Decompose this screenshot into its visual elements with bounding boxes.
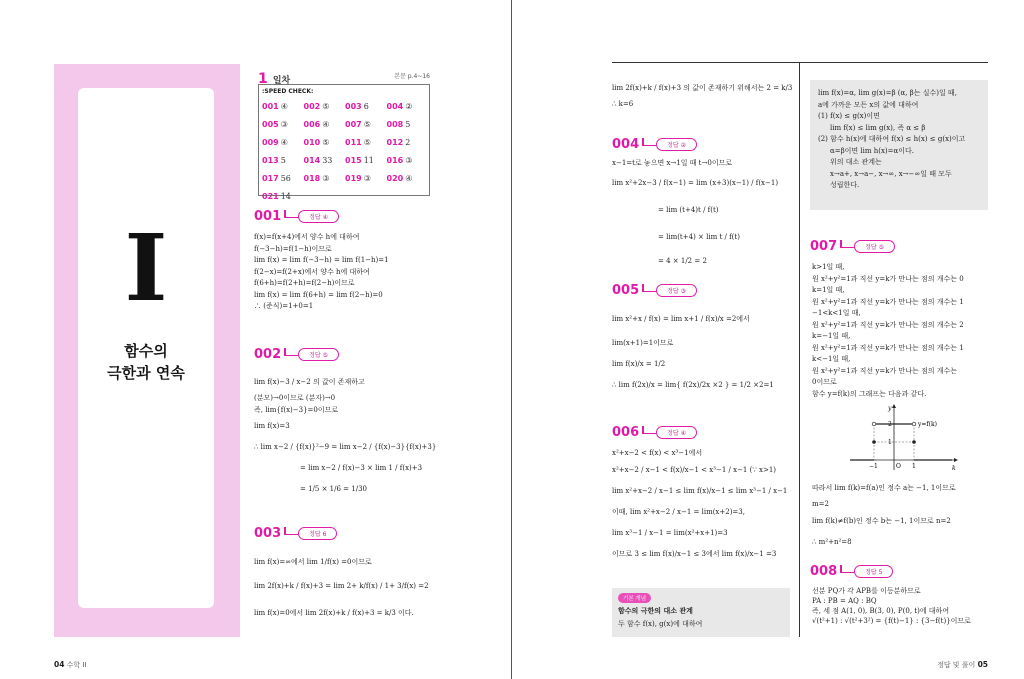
x-tick-label: −1 [869, 463, 878, 470]
reference-line: 위의 대소 관계는 [830, 158, 882, 166]
concept-box [612, 588, 790, 637]
speed-check-item [262, 173, 304, 185]
chapter-number: I [124, 214, 168, 322]
speed-check-number: 011 [345, 138, 362, 147]
solution-line: lim x²+2x−3 / f(x−1) = lim (x+3)(x−1) / f(x−1) [612, 178, 779, 187]
header-connector [840, 240, 854, 248]
speed-check-number: 017 [262, 174, 279, 183]
step-function-graph [848, 402, 960, 474]
solution-line: 0이므로 [812, 378, 837, 386]
speed-check-answer: ⑤ [322, 102, 330, 111]
solution-line: f(−3−h)=f(1−h)이므로 [254, 244, 332, 253]
solution-line: 즉, lim{f(x)−3}=0이므로 [254, 405, 339, 414]
solution-line: lim 2f(x)+k / f(x)+3 의 값이 존재하기 위해서는 2 = k/3 [612, 84, 793, 92]
header-connector [840, 565, 854, 573]
solution-line: −1<k<1일 때, [812, 309, 861, 317]
speed-check-answer: ④ [280, 102, 288, 111]
curve-label: y=f(k) [918, 421, 937, 428]
problem-number: 004 [612, 136, 640, 152]
speed-check-answer: 2 [405, 138, 411, 147]
speed-check-answer: 5 [405, 120, 411, 129]
speed-check-item [262, 155, 304, 167]
problem-006-solution [612, 448, 787, 565]
solution-line: 이때, lim x²+x−2 / x−1 = lim(x+2)=3, [612, 507, 745, 516]
solution-line: lim 2f(x)+k / f(x)+3 = lim 2+ k/f(x) / 1+ 3/f(x) =2 [254, 582, 429, 590]
answer-badge: 정답 ⑤ [854, 240, 895, 253]
solution-line: f(6+h)=f(2+h)=f(2−h)이므로 [254, 279, 355, 287]
reference-line: a에 가까운 모든 x의 값에 대하여 [818, 100, 919, 109]
problem-001-solution [254, 232, 389, 313]
solution-line: f(x)=f(x+4)에서 양수 h에 대하여 [254, 233, 360, 241]
problem-number: 006 [612, 424, 640, 440]
solution-line: lim x²+x / f(x) = lim x+1 / f(x)/x =2에서 [612, 315, 750, 323]
problem-007-solution [812, 262, 964, 400]
solution-line: (분모)→0이므로 (분자)→0 [254, 394, 336, 402]
day-word: 일차 [272, 76, 291, 86]
problem-005-header [612, 282, 697, 298]
speed-check-grid [262, 101, 428, 203]
solution-line: 즉, 세 점 A(1, 0), B(3, 0), P(0, t)에 대하여 [812, 607, 950, 615]
header-connector [284, 348, 298, 356]
speed-check-item [345, 119, 387, 131]
solution-line: PA : PB = AQ : BQ [812, 597, 877, 605]
speed-check-item [304, 137, 346, 149]
speed-check-number: 002 [303, 102, 321, 111]
header-connector [284, 527, 298, 535]
solution-line: 원 x²+y²=1과 직선 y=k가 만나는 점의 개수는 2 [812, 320, 964, 329]
answer-badge: 정답 ⑤ [298, 348, 339, 361]
problem-002-solution [254, 372, 436, 500]
speed-check-answer: 14 [280, 192, 291, 201]
reference-line: lim f(x)=α, lim g(x)=β (α, β는 실수)일 때, [818, 89, 957, 97]
speed-check-answer: ③ [405, 156, 413, 165]
concept-tag: 기본 개념 [618, 593, 651, 603]
speed-check-number: 014 [303, 156, 321, 165]
page-number: 04 [54, 660, 65, 669]
header-connector [642, 138, 656, 146]
solution-line: lim(x+1)=1이므로 [612, 339, 674, 347]
speed-check-item [304, 173, 346, 185]
x-tick-label: 1 [912, 463, 916, 470]
answer-badge: 정답 ④ [298, 210, 339, 223]
speed-check-number: 020 [386, 174, 404, 183]
speed-check-item [262, 191, 304, 203]
solution-line: 선분 PQ가 각 APB를 이등분하므로 [812, 587, 921, 595]
speed-check-answer: ⑤ [363, 138, 371, 147]
solution-line: 이므로 3 ≤ lim f(x)/x−1 ≤ 3에서 lim f(x)/x−1 =3 [612, 549, 777, 558]
problem-008-solution [812, 586, 971, 626]
solution-line: = 4 × 1/2 = 2 [658, 256, 707, 265]
speed-check-item [304, 119, 346, 131]
footer-left [54, 660, 87, 670]
problem-number: 007 [810, 238, 838, 254]
column-divider [799, 62, 800, 637]
solution-line: f(2−x)=f(2+x)에서 양수 h에 대하여 [254, 267, 370, 276]
reference-box [810, 80, 988, 210]
problem-005-solution [612, 306, 774, 396]
answer-badge: 정답 ② [656, 138, 697, 151]
solution-line: m=2 [812, 500, 829, 508]
problem-002-header [254, 346, 339, 362]
footer-book-title: 수학 II [66, 661, 87, 669]
problem-007-conclusion [812, 478, 956, 553]
solution-line: k=1일 때, [812, 286, 845, 294]
speed-check-number: 009 [262, 138, 279, 147]
solution-line: ∴ m²+n²=8 [812, 537, 852, 546]
solution-line: lim x³−1 / x−1 = lim(x²+x+1)=3 [612, 528, 728, 537]
speed-check-item [262, 119, 304, 131]
solution-line: k<−1일 때, [812, 355, 851, 363]
problem-number: 003 [254, 525, 282, 541]
solution-line: ∴ lim f(2x)/x = lim{ f(2x)/2x ×2 } = 1/2 ×2=1 [612, 381, 774, 389]
speed-check-item [345, 155, 387, 167]
concept-body: 두 함수 f(x), g(x)에 대하여 [618, 620, 703, 628]
speed-check-number: 019 [345, 174, 362, 183]
speed-check-item [387, 173, 429, 185]
closed-point [912, 440, 916, 444]
speed-check-number: 006 [303, 120, 321, 129]
problem-001-header [254, 208, 339, 224]
footer-right [937, 660, 988, 670]
speed-check-item [262, 137, 304, 149]
solution-line: = 1/5 × 1/6 = 1/30 [300, 485, 367, 493]
speed-check-answer: ③ [280, 120, 288, 129]
speed-check-answer: ③ [363, 174, 371, 183]
speed-check-item [345, 173, 387, 185]
speed-check-number: 005 [262, 120, 279, 129]
reference-line: α=β이면 lim h(x)=α이다. [830, 146, 914, 155]
solution-line: ∴ lim x−2 / {f(x)}²−9 = lim x−2 / {f(x)−3}{f(x)+3} [254, 443, 437, 451]
y-tick-label: 2 [888, 421, 892, 428]
origin-label: O [896, 463, 901, 470]
page-number: 05 [977, 660, 988, 669]
day-number: 1 [258, 71, 268, 87]
speed-check-answer: ③ [322, 174, 330, 183]
solution-line: = lim(t+4) × lim t / f(t) [658, 232, 740, 241]
solution-line: x−1=t로 놓으면 x→1일 때 t→0이므로 [612, 159, 733, 167]
reference-line: (1) f(x) ≤ g(x)이면 [818, 112, 880, 120]
speed-check-item [304, 101, 346, 113]
solution-line: ∴ (준식)=1+0=1 [254, 302, 314, 310]
problem-008-header [810, 563, 893, 579]
open-point [872, 422, 876, 426]
speed-check-number: 008 [386, 120, 404, 129]
solution-line: lim f(x)=0에서 lim 2f(x)+k / f(x)+3 = k/3 이다. [254, 609, 414, 617]
solution-line: 원 x²+y²=1과 직선 y=k가 만나는 점의 개수는 1 [812, 343, 964, 352]
problem-003-header [254, 525, 337, 541]
problem-003-solution [254, 552, 429, 627]
speed-check-answer: 11 [363, 156, 374, 165]
reference-line: 성립한다. [830, 181, 860, 189]
solution-line: k=−1일 때, [812, 332, 851, 340]
problem-number: 001 [254, 208, 282, 224]
speed-check-answer: ② [405, 102, 413, 111]
answer-badge: 정답 6 [298, 527, 337, 540]
speed-check-label: :SPEED CHECK: [262, 88, 314, 95]
solution-line: 따라서 lim f(k)=f(a)인 정수 a는 −1, 1이므로 [812, 484, 956, 492]
speed-check-number: 018 [303, 174, 321, 183]
speed-check-item [387, 137, 429, 149]
footer-section-title: 정답 및 풀이 [937, 661, 976, 669]
speed-check-item [387, 119, 429, 131]
problem-004-solution [612, 158, 778, 272]
solution-line: √(t²+1) : √(t²+3²) = {f(t)−1} : {3−f(t)}이므로 [812, 617, 971, 625]
reference-text [818, 88, 965, 192]
reference-line: x→a+, x→a−, x→∞, x→−∞일 때 모두 [830, 169, 952, 178]
speed-check-answer: ④ [280, 138, 288, 147]
solution-line: lim f(x)/x = 1/2 [612, 360, 666, 368]
solution-line: x²+x−2 < f(x) < x³−1에서 [612, 449, 703, 457]
speed-check-number: 004 [386, 102, 404, 111]
page-reference: 본문 p.4~16 [394, 73, 430, 80]
speed-check-answer: 33 [322, 156, 333, 165]
speed-check-box [258, 84, 430, 201]
speed-check-number: 013 [262, 156, 279, 165]
answer-badge: 정답 ③ [656, 284, 697, 297]
solution-line: 원 x²+y²=1과 직선 y=k가 만나는 점의 개수는 [812, 366, 958, 375]
y-tick-label: 1 [888, 439, 892, 446]
reference-line: (2) 함수 h(x)에 대하여 f(x) ≤ h(x) ≤ g(x)이고 [818, 135, 966, 143]
y-axis-label: y [888, 405, 892, 412]
header-connector [284, 210, 298, 218]
concept-title: 함수의 극한의 대소 관계 [618, 607, 693, 615]
problem-003-continued [612, 78, 792, 111]
speed-check-number: 015 [345, 156, 362, 165]
speed-check-answer: ⑤ [363, 120, 371, 129]
speed-check-number: 016 [386, 156, 404, 165]
x-axis-arrow [954, 458, 958, 462]
solution-line: lim f(x)=3 [254, 422, 290, 430]
solution-line: lim f(k)≠f(b)인 정수 b는 −1, 1이므로 n=2 [812, 516, 951, 525]
solution-line: lim x²+x−2 / x−1 ≤ lim f(x)/x−1 ≤ lim x³−1 / x−1 [612, 486, 788, 495]
speed-check-number: 007 [345, 120, 362, 129]
solution-line: 함수 y=f(k)의 그래프는 다음과 같다. [812, 389, 927, 398]
solution-line: x²+x−2 / x−1 < f(x)/x−1 < x³−1 / x−1 (∵ x>1) [612, 465, 776, 474]
speed-check-number: 001 [262, 102, 279, 111]
reference-line: lim f(x) ≤ lim g(x), 즉 α ≤ β [830, 123, 926, 132]
speed-check-answer: ④ [322, 120, 330, 129]
solution-line: 원 x²+y²=1과 직선 y=k가 만나는 점의 개수는 0 [812, 274, 964, 283]
answer-badge: 정답 ④ [656, 426, 697, 439]
speed-check-item [304, 155, 346, 167]
x-axis-label: k [952, 465, 956, 472]
problem-006-header [612, 424, 697, 440]
solution-line: lim f(x)−3 / x−2 의 값이 존재하고 [254, 378, 365, 386]
solution-line: = lim x−2 / f(x)−3 × lim 1 / f(x)+3 [300, 464, 423, 472]
open-point [912, 422, 916, 426]
speed-check-item [387, 101, 429, 113]
solution-line: ∴ k=6 [612, 100, 634, 108]
solution-line: k>1일 때, [812, 263, 845, 271]
speed-check-item [345, 101, 387, 113]
page-gutter [511, 0, 512, 679]
speed-check-item [262, 101, 304, 113]
solution-line: lim f(x)=∞에서 lim 1/f(x) =0이므로 [254, 558, 372, 566]
speed-check-answer: 56 [280, 174, 291, 183]
answer-badge: 정답 5 [854, 565, 893, 578]
speed-check-number: 003 [345, 102, 362, 111]
problem-number: 005 [612, 282, 640, 298]
speed-check-item [345, 137, 387, 149]
speed-check-number: 021 [262, 192, 279, 201]
problem-007-header [810, 238, 895, 254]
speed-check-answer: 5 [280, 156, 286, 165]
chapter-title: 함수의 극한과 연속 [107, 342, 185, 382]
header-connector [642, 284, 656, 292]
day-heading [258, 68, 430, 87]
speed-check-answer: ④ [405, 174, 413, 183]
solution-line: lim f(x) = lim f(−3−h) = lim f(1−h)=1 [254, 256, 389, 264]
speed-check-item [387, 155, 429, 167]
problem-number: 002 [254, 346, 282, 362]
y-axis-arrow [892, 404, 896, 408]
solution-line: lim f(x) = lim f(6+h) = lim f(2−h)=0 [254, 290, 383, 299]
problem-004-header [612, 136, 697, 152]
speed-check-number: 010 [303, 138, 321, 147]
speed-check-number: 012 [386, 138, 404, 147]
solution-line: = lim (t+4)t / f(t) [658, 205, 719, 214]
speed-check-answer: 6 [363, 102, 369, 111]
problem-number: 008 [810, 563, 838, 579]
top-rule [612, 62, 988, 63]
header-connector [642, 426, 656, 434]
speed-check-answer: ⑤ [322, 138, 330, 147]
closed-point [872, 440, 876, 444]
solution-line: 원 x²+y²=1과 직선 y=k가 만나는 점의 개수는 1 [812, 297, 964, 306]
